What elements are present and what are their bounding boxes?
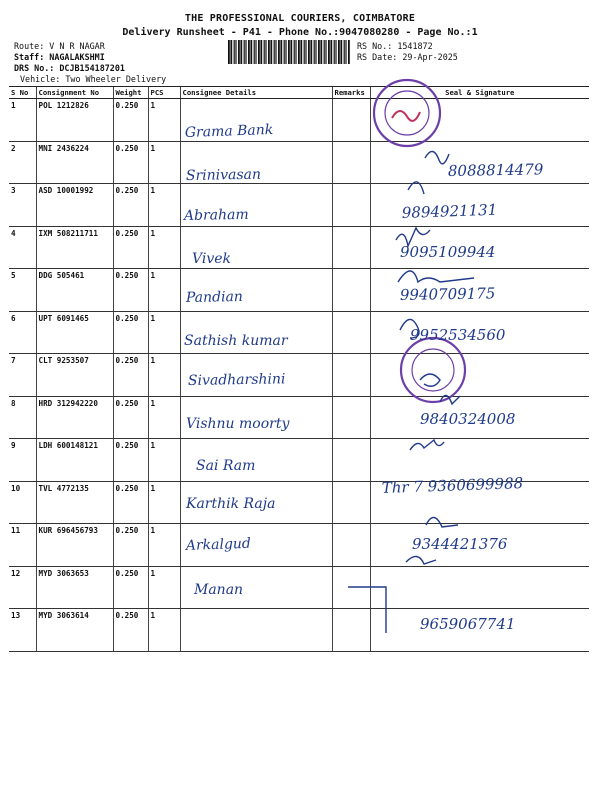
cell-weight: 0.250 <box>113 99 148 142</box>
cell-pcs: 1 <box>148 524 180 567</box>
runsheet-table <box>9 86 589 652</box>
barcode-bar <box>288 40 290 64</box>
cell-consignee <box>180 439 332 482</box>
staff-label: Staff: NAGALAKSHMI <box>14 52 105 62</box>
cell-consignment-no: HRD 312942220 <box>36 396 113 439</box>
barcode-bar <box>245 40 246 64</box>
consignee-name-handwritten: Sathish kumar <box>184 333 288 349</box>
cell-weight: 0.250 <box>113 566 148 609</box>
cell-remarks <box>332 184 370 227</box>
cell-pcs: 1 <box>148 269 180 312</box>
cell-remarks <box>332 524 370 567</box>
drs-number: DRS No.: DCJB154187201 <box>14 63 125 73</box>
cell-sno: 6 <box>9 311 36 354</box>
cell-weight: 0.250 <box>113 396 148 439</box>
cell-remarks <box>332 226 370 269</box>
consignee-name-handwritten: Arkalgud <box>185 535 252 554</box>
consignee-name-handwritten: Sivadharshini <box>187 371 286 389</box>
cell-remarks <box>332 439 370 482</box>
rs-date: RS Date: 29-Apr-2025 <box>357 52 458 62</box>
barcode-bar <box>315 40 316 64</box>
vehicle-label: Vehicle: Two Wheeler Delivery <box>20 74 167 84</box>
cell-signature <box>370 269 589 312</box>
cell-signature <box>370 99 589 142</box>
barcode-bar <box>250 40 252 64</box>
header-consignment-no: Consignment No <box>36 87 113 99</box>
cell-signature <box>370 524 589 567</box>
cell-consignment-no: POL 1212826 <box>36 99 113 142</box>
header-pcs: PCS <box>148 87 180 99</box>
consignee-name-handwritten: Vivek <box>192 251 232 267</box>
phone-handwritten: 9344421376 <box>412 535 508 553</box>
barcode-bar <box>255 40 256 64</box>
barcode-bar <box>298 40 300 64</box>
cell-signature <box>370 226 589 269</box>
table-row <box>9 226 589 269</box>
consignee-name-handwritten: Sai Ram <box>196 458 256 474</box>
cell-sno: 8 <box>9 396 36 439</box>
cell-signature <box>370 184 589 227</box>
cell-pcs: 1 <box>148 311 180 354</box>
table-row <box>9 269 589 312</box>
header-sno: S No <box>9 87 36 99</box>
barcode-bar <box>260 40 262 64</box>
cell-sno: 1 <box>9 99 36 142</box>
cell-weight: 0.250 <box>113 609 148 652</box>
cell-remarks <box>332 269 370 312</box>
cell-remarks <box>332 396 370 439</box>
consignee-name-handwritten: Pandian <box>185 289 244 306</box>
cell-consignment-no: MNI 2436224 <box>36 141 113 184</box>
cell-remarks <box>332 609 370 652</box>
cell-pcs: 1 <box>148 566 180 609</box>
cell-remarks <box>332 99 370 142</box>
consignee-name-handwritten: Abraham <box>183 206 249 224</box>
cell-pcs: 1 <box>148 354 180 397</box>
cell-sno: 9 <box>9 439 36 482</box>
barcode-image <box>228 40 350 64</box>
barcode-bar <box>325 40 326 64</box>
cell-consignment-no: KUR 696456793 <box>36 524 113 567</box>
barcode-bar <box>280 40 282 64</box>
barcode-bar <box>314 40 315 64</box>
cell-remarks <box>332 481 370 524</box>
barcode-bar <box>234 40 235 64</box>
barcode-bar <box>238 40 240 64</box>
barcode-bar <box>338 40 340 64</box>
table-row <box>9 439 589 482</box>
table-row <box>9 524 589 567</box>
cell-consignee <box>180 396 332 439</box>
cell-sno: 2 <box>9 141 36 184</box>
barcode-bar <box>244 40 245 64</box>
table-row <box>9 311 589 354</box>
barcode-bar <box>340 40 342 64</box>
barcode-bar <box>274 40 275 64</box>
cell-consignee <box>180 566 332 609</box>
cell-consignee <box>180 226 332 269</box>
cell-sno: 10 <box>9 481 36 524</box>
barcode-bar <box>264 40 265 64</box>
cell-signature <box>370 396 589 439</box>
runsheet-subtitle: Delivery Runsheet - P41 - Phone No.:9047080280 - Page No.:1 <box>122 27 478 38</box>
cell-remarks <box>332 566 370 609</box>
cell-consignment-no: IXM 508211711 <box>36 226 113 269</box>
header-consignee-details: Consignee Details <box>180 87 332 99</box>
cell-weight: 0.250 <box>113 226 148 269</box>
cell-sno: 13 <box>9 609 36 652</box>
route-label: Route: V N R NAGAR <box>14 41 105 51</box>
barcode-bar <box>278 40 280 64</box>
table-row <box>9 184 589 227</box>
header-weight: Weight <box>113 87 148 99</box>
barcode-bar <box>330 40 332 64</box>
barcode-bar <box>324 40 325 64</box>
cell-sno: 5 <box>9 269 36 312</box>
table-row <box>9 99 589 142</box>
cell-consignee <box>180 141 332 184</box>
barcode-bar <box>230 40 232 64</box>
consignee-name-handwritten: Vishnu moorty <box>186 416 290 432</box>
barcode-bar <box>235 40 236 64</box>
cell-signature <box>370 311 589 354</box>
company-title: THE PROFESSIONAL COURIERS, COIMBATORE <box>184 13 416 24</box>
table-row <box>9 354 589 397</box>
cell-pcs: 1 <box>148 141 180 184</box>
cell-consignee <box>180 311 332 354</box>
barcode-bar <box>254 40 255 64</box>
cell-signature <box>370 141 589 184</box>
cell-signature <box>370 566 589 609</box>
cell-signature <box>370 609 589 652</box>
table-header-row <box>9 87 589 99</box>
cell-weight: 0.250 <box>113 141 148 184</box>
phone-handwritten: 9952534560 <box>410 326 506 344</box>
barcode-bar <box>228 40 230 64</box>
barcode-bar <box>270 40 272 64</box>
barcode-bar <box>240 40 242 64</box>
barcode-bar <box>295 40 296 64</box>
cell-weight: 0.250 <box>113 184 148 227</box>
table-row <box>9 396 589 439</box>
barcode-bar <box>305 40 306 64</box>
phone-handwritten: 9940709175 <box>399 284 496 304</box>
cell-consignment-no: MYD 3063614 <box>36 609 113 652</box>
barcode-bar <box>304 40 305 64</box>
cell-consignee <box>180 99 332 142</box>
phone-handwritten: 9659067741 <box>420 615 516 633</box>
cell-consignment-no: CLT 9253507 <box>36 354 113 397</box>
cell-signature <box>370 481 589 524</box>
cell-pcs: 1 <box>148 439 180 482</box>
consignee-name-handwritten: Grama Bank <box>184 121 274 141</box>
cell-consignment-no: MYD 3063653 <box>36 566 113 609</box>
cell-signature <box>370 354 589 397</box>
cell-remarks <box>332 311 370 354</box>
cell-sno: 3 <box>9 184 36 227</box>
cell-weight: 0.250 <box>113 311 148 354</box>
header-seal-signature: Seal & Signature <box>370 87 589 99</box>
consignee-name-handwritten: Karthik Raja <box>186 496 276 512</box>
cell-consignee <box>180 184 332 227</box>
barcode-bar <box>308 40 310 64</box>
cell-sno: 4 <box>9 226 36 269</box>
barcode-bar <box>285 40 286 64</box>
consignee-name-handwritten: Srinivasan <box>185 166 262 184</box>
table-row <box>9 609 589 652</box>
barcode-bar <box>328 40 330 64</box>
barcode-bar <box>320 40 322 64</box>
cell-weight: 0.250 <box>113 439 148 482</box>
barcode-bar <box>290 40 292 64</box>
barcode-bar <box>300 40 302 64</box>
cell-pcs: 1 <box>148 396 180 439</box>
cell-pcs: 1 <box>148 184 180 227</box>
cell-consignment-no: DDG 505461 <box>36 269 113 312</box>
cell-consignment-no: TVL 4772135 <box>36 481 113 524</box>
table-row <box>9 481 589 524</box>
barcode-bar <box>335 40 336 64</box>
barcode-bar <box>258 40 260 64</box>
table-row <box>9 566 589 609</box>
cell-sno: 12 <box>9 566 36 609</box>
header-remarks: Remarks <box>332 87 370 99</box>
barcode-bar <box>345 40 346 64</box>
cell-weight: 0.250 <box>113 354 148 397</box>
cell-pcs: 1 <box>148 609 180 652</box>
cell-consignee <box>180 481 332 524</box>
barcode-bar <box>265 40 266 64</box>
cell-consignee <box>180 269 332 312</box>
table-row <box>9 141 589 184</box>
rs-number: RS No.: 1541872 <box>357 41 433 51</box>
cell-weight: 0.250 <box>113 524 148 567</box>
consignee-name-handwritten: Manan <box>194 582 244 598</box>
barcode-bar <box>310 40 312 64</box>
phone-handwritten: 8088814479 <box>447 160 544 180</box>
cell-sno: 11 <box>9 524 36 567</box>
barcode-bar <box>294 40 295 64</box>
phone-handwritten: Thr 7 9360699988 <box>381 474 524 497</box>
cell-signature <box>370 439 589 482</box>
barcode-bar <box>275 40 276 64</box>
barcode-bar <box>284 40 285 64</box>
cell-remarks <box>332 141 370 184</box>
barcode-bar <box>334 40 335 64</box>
cell-pcs: 1 <box>148 99 180 142</box>
cell-weight: 0.250 <box>113 269 148 312</box>
cell-consignment-no: UPT 6091465 <box>36 311 113 354</box>
barcode-bar <box>348 40 350 64</box>
cell-consignee <box>180 524 332 567</box>
barcode-bar <box>344 40 345 64</box>
cell-remarks <box>332 354 370 397</box>
phone-handwritten: 9840324008 <box>420 410 516 428</box>
cell-pcs: 1 <box>148 481 180 524</box>
cell-sno: 7 <box>9 354 36 397</box>
cell-consignee <box>180 609 332 652</box>
phone-handwritten: 9894921131 <box>401 200 498 222</box>
cell-weight: 0.250 <box>113 481 148 524</box>
barcode-bar <box>268 40 270 64</box>
phone-handwritten: 9095109944 <box>400 243 496 261</box>
cell-consignment-no: ASD 10001992 <box>36 184 113 227</box>
cell-pcs: 1 <box>148 226 180 269</box>
barcode-bar <box>248 40 250 64</box>
cell-consignee <box>180 354 332 397</box>
barcode-bar <box>318 40 320 64</box>
cell-consignment-no: LDH 600148121 <box>36 439 113 482</box>
